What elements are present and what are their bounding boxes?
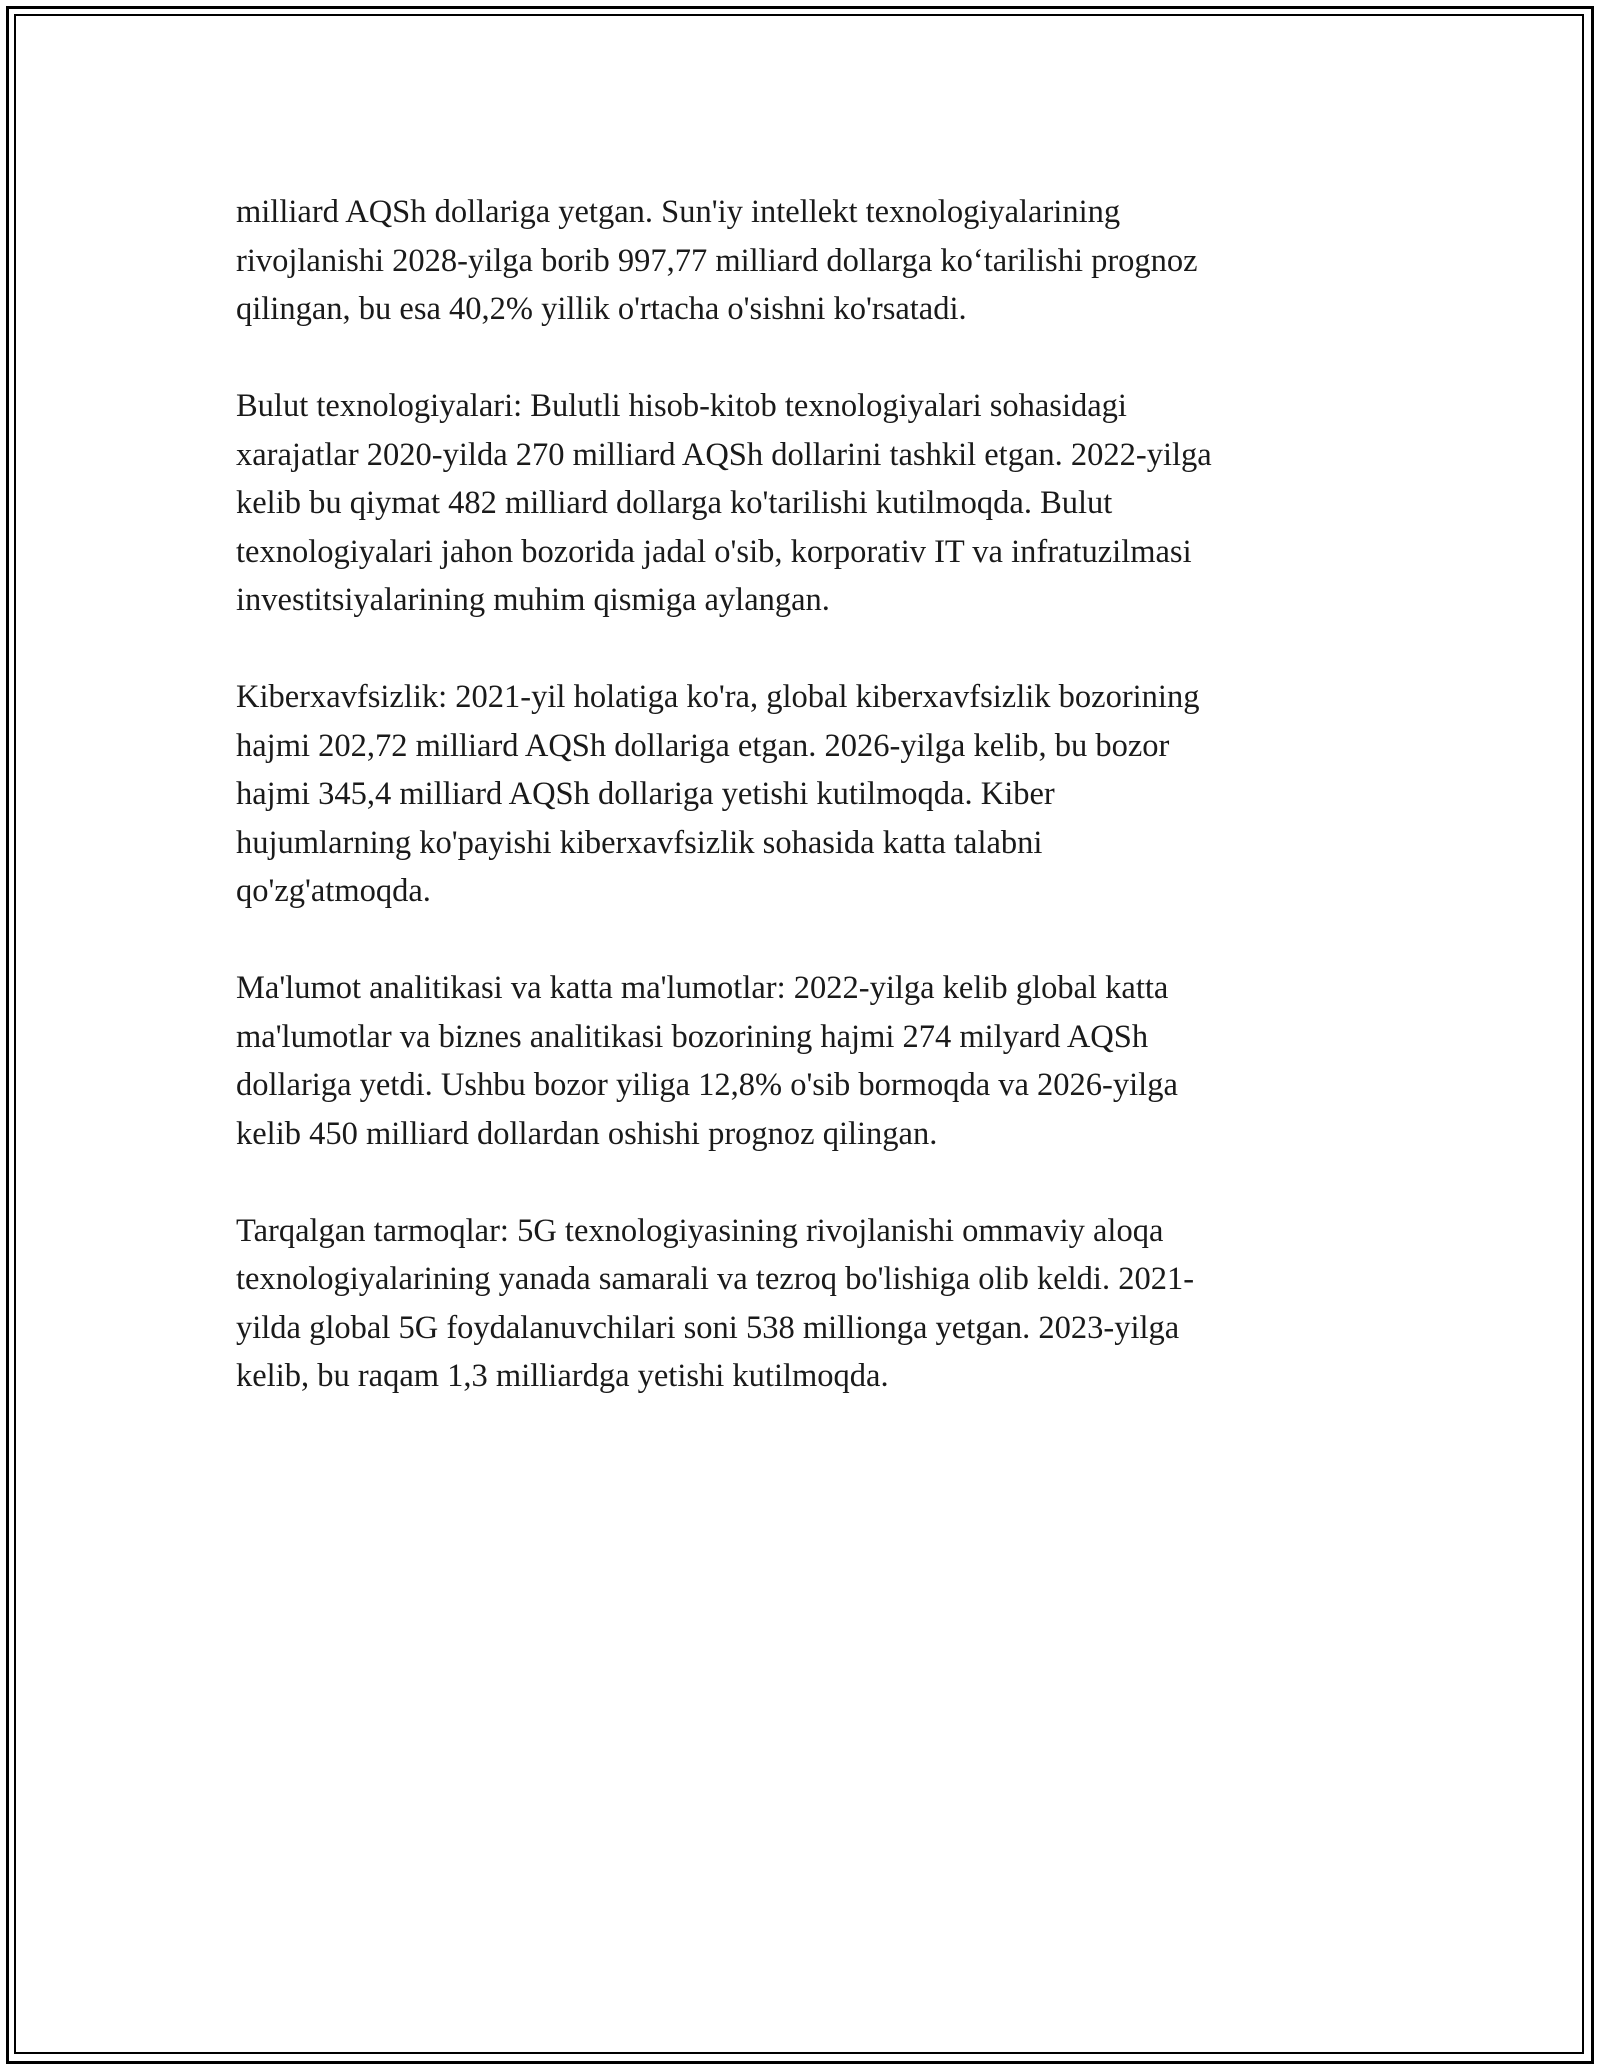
text-line: rivojlanishi 2028-yilga borib 997,77 milliard dollarga koʻtarilishi prognoz: [236, 242, 1198, 279]
text-line: qilingan, bu esa 40,2% yillik o'rtacha o'sishni ko'rsatadi.: [236, 291, 967, 327]
text-line: texnologiyalari jahon bozorida jadal o'sib, korporativ IT va infratuzilmasi: [236, 533, 1192, 570]
paragraph-cybersecurity: [236, 673, 1366, 916]
text-line: yilda global 5G foydalanuvchilari soni 538 millionga yetgan. 2023-yilga: [236, 1309, 1180, 1346]
text-line: hujumlarning ko'payishi kiberxavfsizlik sohasida katta talabni: [236, 824, 1043, 861]
text-line: milliard AQSh dollariga yetgan. Sun'iy intellekt texnologiyalarining: [236, 194, 1121, 230]
paragraph-distributed-networks: [236, 1207, 1366, 1401]
paragraph-cloud-technologies: [236, 382, 1366, 625]
text-line: Bulut texnologiyalari: Bulutli hisob-kitob texnologiyalari sohasidagi: [236, 388, 1127, 424]
text-line: qo'zg'atmoqda.: [236, 873, 431, 909]
text-line: Kiberxavfsizlik: 2021-yil holatiga ko'ra, global kiberxavfsizlik bozorining: [236, 679, 1200, 715]
text-line: investitsiyalarining muhim qismiga aylangan.: [236, 582, 830, 618]
text-line: texnologiyalarining yanada samarali va tezroq bo'lishiga olib keldi. 2021-: [236, 1261, 1195, 1297]
document-body: [236, 188, 1366, 1449]
text-line: Tarqalgan tarmoqlar: 5G texnologiyasining rivojlanishi ommaviy aloqa: [236, 1212, 1164, 1249]
text-line: kelib, bu raqam 1,3 milliardga yetishi kutilmoqda.: [236, 1358, 889, 1394]
text-line: ma'lumotlar va biznes analitikasi bozorining hajmi 274 milyard AQSh: [236, 1018, 1149, 1055]
text-line: kelib 450 milliard dollardan oshishi prognoz qilingan.: [236, 1115, 938, 1152]
paragraph-data-analytics: [236, 964, 1366, 1158]
paragraph-ai-market: [236, 188, 1366, 334]
text-line: Ma'lumot analitikasi va katta ma'lumotlar: 2022-yilga kelib global katta: [236, 970, 1169, 1006]
text-line: kelib bu qiymat 482 milliard dollarga ko'tarilishi kutilmoqda. Bulut: [236, 485, 1113, 521]
text-line: dollariga yetdi. Ushbu bozor yiliga 12,8% o'sib bormoqda va 2026-yilga: [236, 1067, 1178, 1103]
text-line: hajmi 202,72 milliard AQSh dollariga etgan. 2026-yilga kelib, bu bozor: [236, 727, 1170, 764]
text-line: hajmi 345,4 milliard AQSh dollariga yetishi kutilmoqda. Kiber: [236, 776, 1055, 812]
text-line: xarajatlar 2020-yilda 270 milliard AQSh dollarini tashkil etgan. 2022-yilga: [236, 436, 1212, 473]
